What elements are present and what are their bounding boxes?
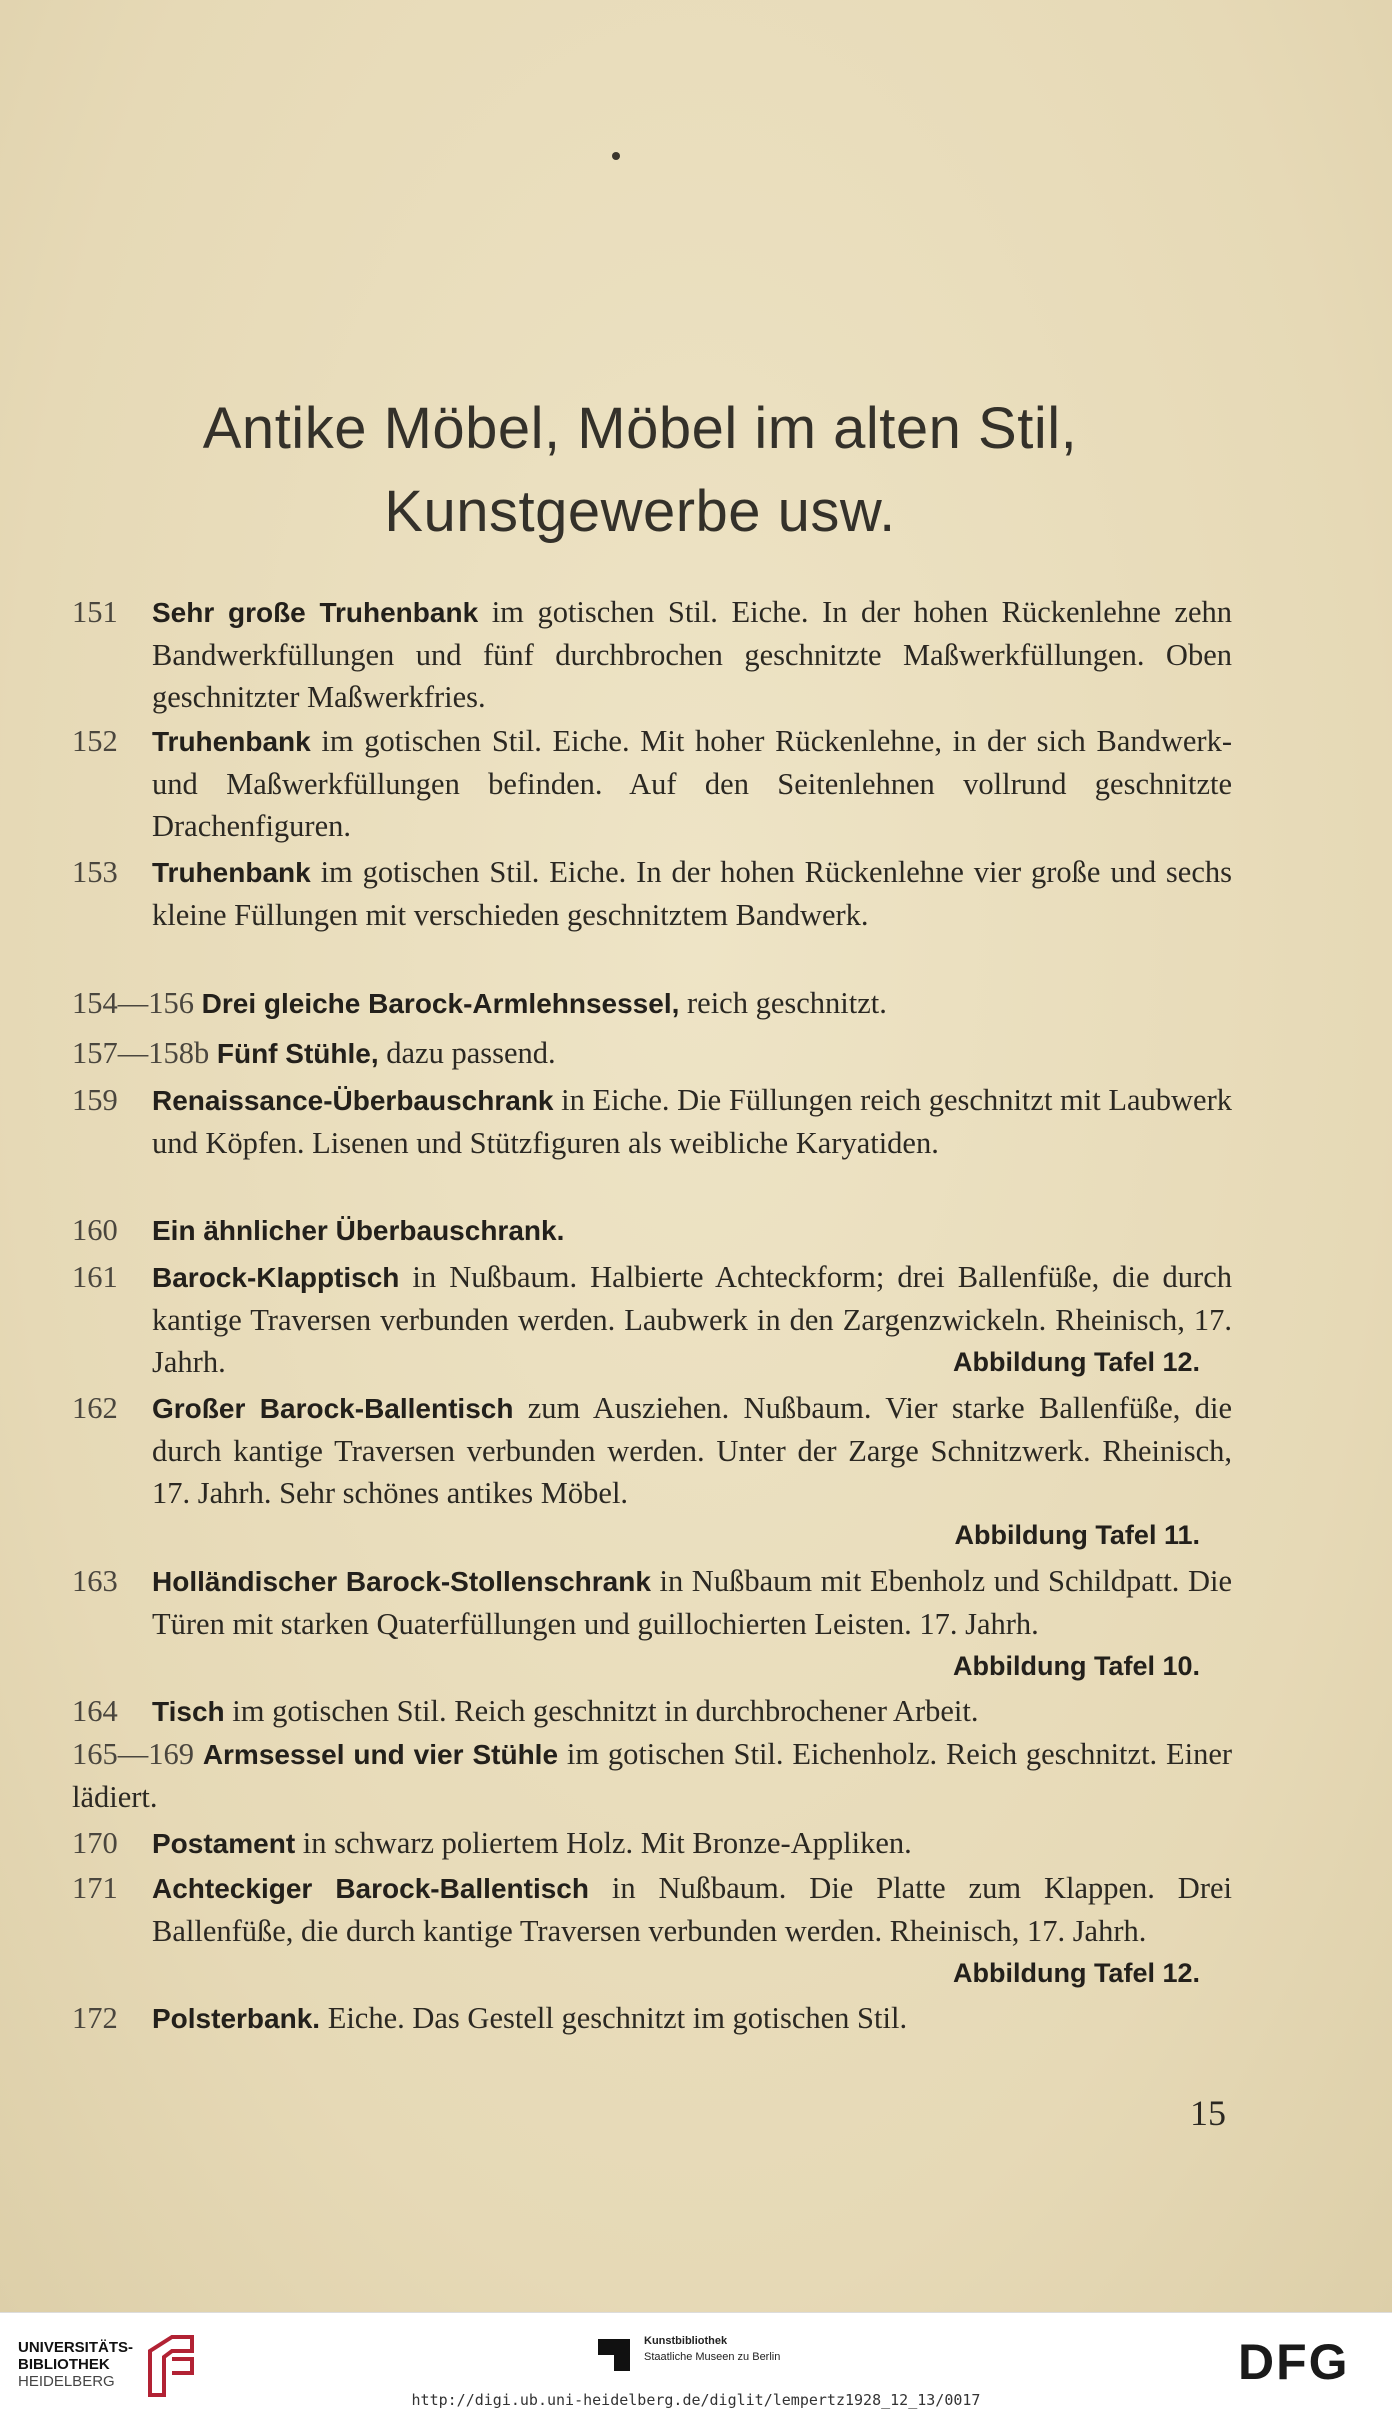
entry-heading: Polsterbank. bbox=[152, 2003, 321, 2034]
entry-text bbox=[72, 1690, 1232, 1733]
kb-line-2: Staatliche Museen zu Berlin bbox=[644, 2351, 781, 2363]
catalog-entry-151 bbox=[72, 591, 1232, 718]
ornament-dot bbox=[612, 152, 620, 160]
entry-heading: Fünf Stühle, bbox=[216, 1038, 379, 1069]
page-number: 15 bbox=[1190, 2093, 1226, 2133]
ub-line-2: BIBLIOTHEK bbox=[18, 2356, 110, 2373]
ub-heidelberg-logo-text[interactable] bbox=[18, 2339, 133, 2390]
plate-reference: Abbildung Tafel 10. bbox=[952, 1651, 1200, 1681]
lot-number: 154—156 bbox=[72, 986, 194, 1020]
kb-line-1: Kunstbibliothek bbox=[644, 2335, 728, 2347]
entry-body: in schwarz poliertem Holz. Mit Bronze-Appliken. bbox=[295, 1826, 912, 1860]
ub-line-1: UNIVERSITÄTS- bbox=[18, 2339, 134, 2356]
catalog-entry-165-169 bbox=[72, 1733, 1232, 1818]
catalog-entry-170 bbox=[72, 1822, 1232, 1865]
entry-body: im gotischen Stil. Eiche. In der hohen Rückenlehne zehn Bandwerkfüllungen und fünf durchbrochen geschnitzte Maßwerkfüllungen. Oben geschnitzter Maßwerkfries. bbox=[152, 595, 1232, 714]
entry-body: Eiche. Das Gestell geschnitzt im gotischen Stil. bbox=[320, 2001, 908, 2035]
entry-heading: Truhenbank bbox=[152, 857, 311, 888]
kunstbibliothek-label[interactable] bbox=[644, 2333, 780, 2365]
lot-number: 157—158b bbox=[72, 1036, 210, 1070]
entry-text bbox=[72, 851, 1232, 936]
entry-body: in Nußbaum mit Ebenholz und Schildpatt. Die Türen mit starken Quaterfüllungen und guillochierten Leisten. 17. Jahrh. bbox=[152, 1564, 1232, 1641]
plate-reference: Abbildung Tafel 12. bbox=[952, 1347, 1200, 1377]
entry-heading: Barock-Klapptisch bbox=[152, 1262, 400, 1293]
lot-number: 164 bbox=[72, 1694, 118, 1728]
entry-body: in Nußbaum. Die Platte zum Klappen. Drei Ballenfüße, die durch kantige Traversen verbunden werden. Rheinisch, 17. Jahrh. bbox=[152, 1871, 1232, 1948]
entry-text bbox=[72, 1256, 1232, 1383]
entry-body: im gotischen Stil. Eiche. In der hohen Rückenlehne vier große und sechs kleine Füllungen mit verschieden geschnitztem Bandwerk. bbox=[152, 855, 1232, 932]
page-title-line-2: Kunstgewerbe usw. bbox=[384, 479, 896, 544]
entry-heading: Großer Barock-Ballentisch bbox=[152, 1393, 514, 1424]
entry-text bbox=[72, 1079, 1232, 1164]
catalog-entry-154-156 bbox=[72, 982, 1232, 1025]
entry-heading: Truhenbank bbox=[152, 726, 311, 757]
lot-number: 162 bbox=[72, 1391, 118, 1425]
entry-body: im gotischen Stil. Eichenholz. Reich geschnitzt. Einer lädiert. bbox=[72, 1737, 1233, 1814]
entry-heading: Holländischer Barock-Stollenschrank bbox=[152, 1566, 651, 1597]
entry-body: dazu passend. bbox=[378, 1036, 556, 1070]
lot-number: 171 bbox=[72, 1871, 118, 1905]
kunstbibliothek-logo-icon bbox=[596, 2337, 632, 2373]
lot-number: 163 bbox=[72, 1564, 118, 1598]
entry-text bbox=[72, 1997, 1232, 2040]
lot-number: 165—169 bbox=[72, 1737, 194, 1771]
entry-heading: Ein ähnlicher Überbauschrank. bbox=[152, 1215, 565, 1246]
entry-body: im gotischen Stil. Reich geschnitzt in durchbrochener Arbeit. bbox=[224, 1694, 979, 1728]
entry-text bbox=[72, 982, 1232, 1025]
lot-number: 160 bbox=[72, 1213, 118, 1247]
entry-text bbox=[72, 1867, 1232, 1988]
ub-heidelberg-emblem-icon bbox=[142, 2329, 198, 2399]
lot-number: 152 bbox=[72, 724, 118, 758]
entry-body: reich geschnitzt. bbox=[679, 986, 887, 1020]
entry-body: in Eiche. Die Füllungen reich geschnitzt mit Laubwerk und Köpfen. Lisenen und Stützfiguren als weibliche Karyatiden. bbox=[152, 1083, 1232, 1160]
catalog-entry-153 bbox=[72, 851, 1232, 936]
entry-body: in Nußbaum. Halbierte Achteckform; drei Ballenfüße, die durch kantige Traversen verbunden werden. Laubwerk in den Zargenzwickeln. Rheinisch, 17. Jahrh. bbox=[152, 1260, 1232, 1379]
entry-heading: Armsessel und vier Stühle bbox=[202, 1739, 559, 1770]
catalog-entry-171 bbox=[72, 1867, 1232, 1994]
entry-heading: Tisch bbox=[152, 1696, 225, 1727]
ub-line-3: HEIDELBERG bbox=[18, 2373, 115, 2390]
entry-heading: Drei gleiche Barock-Armlehnsessel, bbox=[201, 988, 680, 1019]
entry-text bbox=[72, 720, 1232, 847]
entry-text bbox=[72, 1822, 1232, 1865]
lot-number: 170 bbox=[72, 1826, 118, 1860]
digitization-footer bbox=[0, 2312, 1392, 2411]
entry-text bbox=[72, 1032, 1232, 1075]
entry-heading: Achteckiger Barock-Ballentisch bbox=[152, 1873, 589, 1904]
entry-text bbox=[72, 1209, 1232, 1252]
catalog-entry-157-158b bbox=[72, 1032, 1232, 1075]
catalog-entry-164 bbox=[72, 1690, 1232, 1733]
permalink-url[interactable]: http://digi.ub.uni-heidelberg.de/diglit/lempertz1928_12_13/0017 bbox=[411, 2391, 981, 2409]
entry-body: im gotischen Stil. Eiche. Mit hoher Rückenlehne, in der sich Bandwerk- und Maßwerkfüllungen befinden. Auf den Seitenlehnen vollrund geschnitzte Drachenfiguren. bbox=[152, 724, 1232, 843]
catalog-entry-163 bbox=[72, 1560, 1232, 1687]
entry-text bbox=[72, 1560, 1232, 1681]
lot-number: 151 bbox=[72, 595, 118, 629]
catalog-entry-172 bbox=[72, 1997, 1232, 2040]
entry-text bbox=[72, 1733, 1232, 1818]
catalog-entry-152 bbox=[72, 720, 1232, 847]
entry-text bbox=[72, 591, 1232, 718]
catalog-entry-162 bbox=[72, 1387, 1232, 1556]
entry-heading: Renaissance-Überbauschrank bbox=[152, 1085, 554, 1116]
lot-number: 161 bbox=[72, 1260, 118, 1294]
lot-number: 159 bbox=[72, 1083, 118, 1117]
page-title-line-1: Antike Möbel, Möbel im alten Stil, bbox=[202, 396, 1078, 461]
plate-reference: Abbildung Tafel 12. bbox=[952, 1958, 1200, 1988]
entry-heading: Postament bbox=[152, 1828, 296, 1859]
catalog-entry-159 bbox=[72, 1079, 1232, 1164]
lot-number: 172 bbox=[72, 2001, 118, 2035]
dfg-logo[interactable]: DFG bbox=[1238, 2334, 1350, 2390]
plate-reference: Abbildung Tafel 11. bbox=[954, 1520, 1200, 1550]
lot-number: 153 bbox=[72, 855, 118, 889]
catalog-entry-161 bbox=[72, 1256, 1232, 1383]
entry-text bbox=[72, 1387, 1232, 1514]
catalog-entry-160 bbox=[72, 1209, 1232, 1252]
entry-body: zum Ausziehen. Nußbaum. Vier starke Ballenfüße, die durch kantige Traversen verbunden werden. Unter der Zarge Schnitzwerk. Rheinisch, 17. Jahrh. Sehr schönes antikes Möbel. bbox=[152, 1391, 1232, 1510]
entry-heading: Sehr große Truhenbank bbox=[152, 597, 479, 628]
